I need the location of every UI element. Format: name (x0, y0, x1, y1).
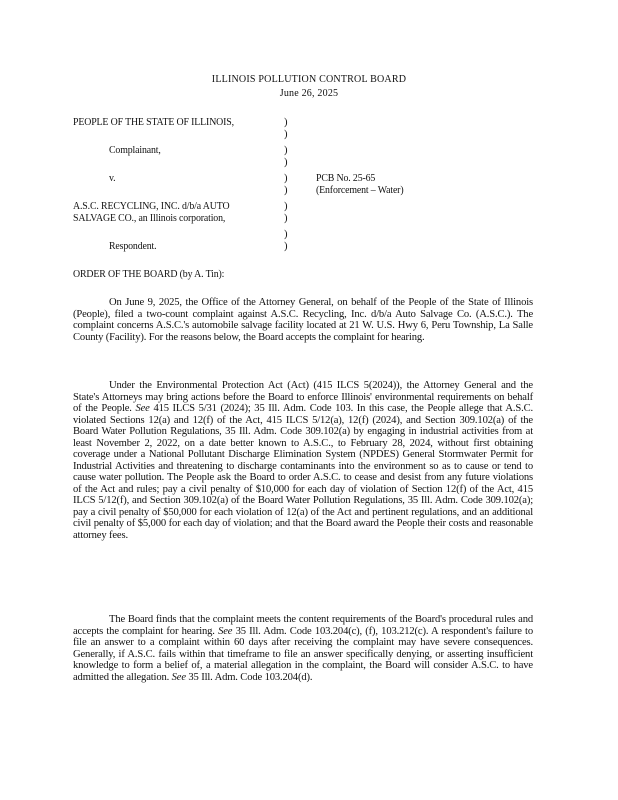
paragraph-acceptance-text: 35 Ill. Adm. Code 103.204(c), (f), 103.212(c). A respondent's failure to file an answer to a complaint within 60 days after receiving the complaint may have severe consequences. Generally, if A.S.C. fails within that timeframe to file an answer specifically denying, or asserting insufficient knowledge to form a belief of, a material allegation in the complaint, the Board will consider A.S.C. to have admitted the allegation. (73, 625, 533, 683)
see-signal: See (218, 625, 233, 637)
bracket-mark: ) (284, 201, 288, 212)
paragraph-intro-text: On June 9, 2025, the Office of the Attorney General, on behalf of the People of the State of Illinois (People), filed a two-count complaint against A.S.C. Recycling, Inc. d/b/a Auto Salvage Co. (A.S.C.). The complaint concerns A.S.C.'s automobile salvage facility located at 21 W. U.S. Hwy 6, Peru Township, La Salle County (Facility). For the reasons below, the Board accepts the complaint for hearing. (73, 297, 533, 343)
order-date: June 26, 2025 (279, 87, 339, 99)
paragraph-allegations-text: 415 ILCS 5/31 (2024); 35 Ill. Adm. Code 103. In this case, the People allege that A.S.C. violated Sections 12(a) and 12(f) of the Act, 415 ILCS 5/12(a), 12(f) (2024), and Section 309.102(a) of the Board Water Pollution Regulations, 35 Ill. Adm. Code 309.102(a) by engaging in industrial activities from at least November 2, 2022, on a date better known to A.S.C., to February 28, 2024, without first obtaining coverage under a National Pollutant Discharge Elimination System (NPDES) General Stormwater Permit for Industrial Activities and threatening to discharge contaminants into the environment so as to cause or tend to cause water pollution. The People ask the Board to order A.S.C. to cease and desist from any future violations of the Act and rules; pay a civil penalty of $10,000 for each day of violation of Section 12(f) of the Act, 415 ILCS 5/12(f), and Section 309.102(a) of the Board Water Pollution Regulations, 35 Ill. Adm. Code 309.102(a); pay a civil penalty of $50,000 for each violation of 12(a) of the Act and pertinent regulations, and an additional civil penalty of $5,000 for each day of violation; and that the Board award the People their costs and reasonable attorney fees. (73, 403, 534, 541)
see-signal: See (135, 403, 150, 414)
bracket-mark: ) (284, 241, 288, 252)
bracket-mark: ) (284, 213, 288, 224)
see-signal: See (171, 671, 186, 683)
respondent-label: Respondent. (109, 241, 157, 252)
paragraph-allegations (73, 380, 533, 541)
bracket-mark: ) (284, 173, 288, 184)
bracket-mark: ) (284, 185, 288, 196)
plaintiff-name: PEOPLE OF THE STATE OF ILLINOIS, (73, 117, 234, 128)
bracket-mark: ) (284, 157, 288, 168)
case-type: (Enforcement – Water) (316, 185, 404, 196)
order-heading: ORDER OF THE BOARD (by A. Tin): (73, 269, 225, 280)
bracket-mark: ) (284, 229, 288, 240)
case-number: PCB No. 25-65 (316, 173, 376, 184)
versus-label: v. (109, 173, 116, 184)
defendant-line-2: SALVAGE CO., an Illinois corporation, (73, 213, 226, 224)
bracket-mark: ) (284, 117, 288, 128)
board-name: ILLINOIS POLLUTION CONTROL BOARD (211, 73, 407, 85)
paragraph-intro (73, 297, 533, 343)
paragraph-acceptance-text: 35 Ill. Adm. Code 103.204(d). (188, 671, 313, 683)
complainant-label: Complainant, (109, 145, 161, 156)
paragraph-allegations-text: Under the Environmental Protection Act (Act) (415 ILCS 5(2024)), the Attorney General and the State's Attorneys may bring actions before the Board to enforce Illinois' environmental requirements on behalf of the People. (73, 380, 533, 414)
defendant-line-1: A.S.C. RECYCLING, INC. d/b/a AUTO (73, 201, 230, 212)
bracket-mark: ) (284, 145, 288, 156)
paragraph-acceptance-text: The Board finds that the complaint meets the content requirements of the Board's procedural rules and accepts the complaint for hearing. (73, 614, 533, 637)
paragraph-acceptance (73, 614, 533, 683)
bracket-mark: ) (284, 129, 288, 140)
